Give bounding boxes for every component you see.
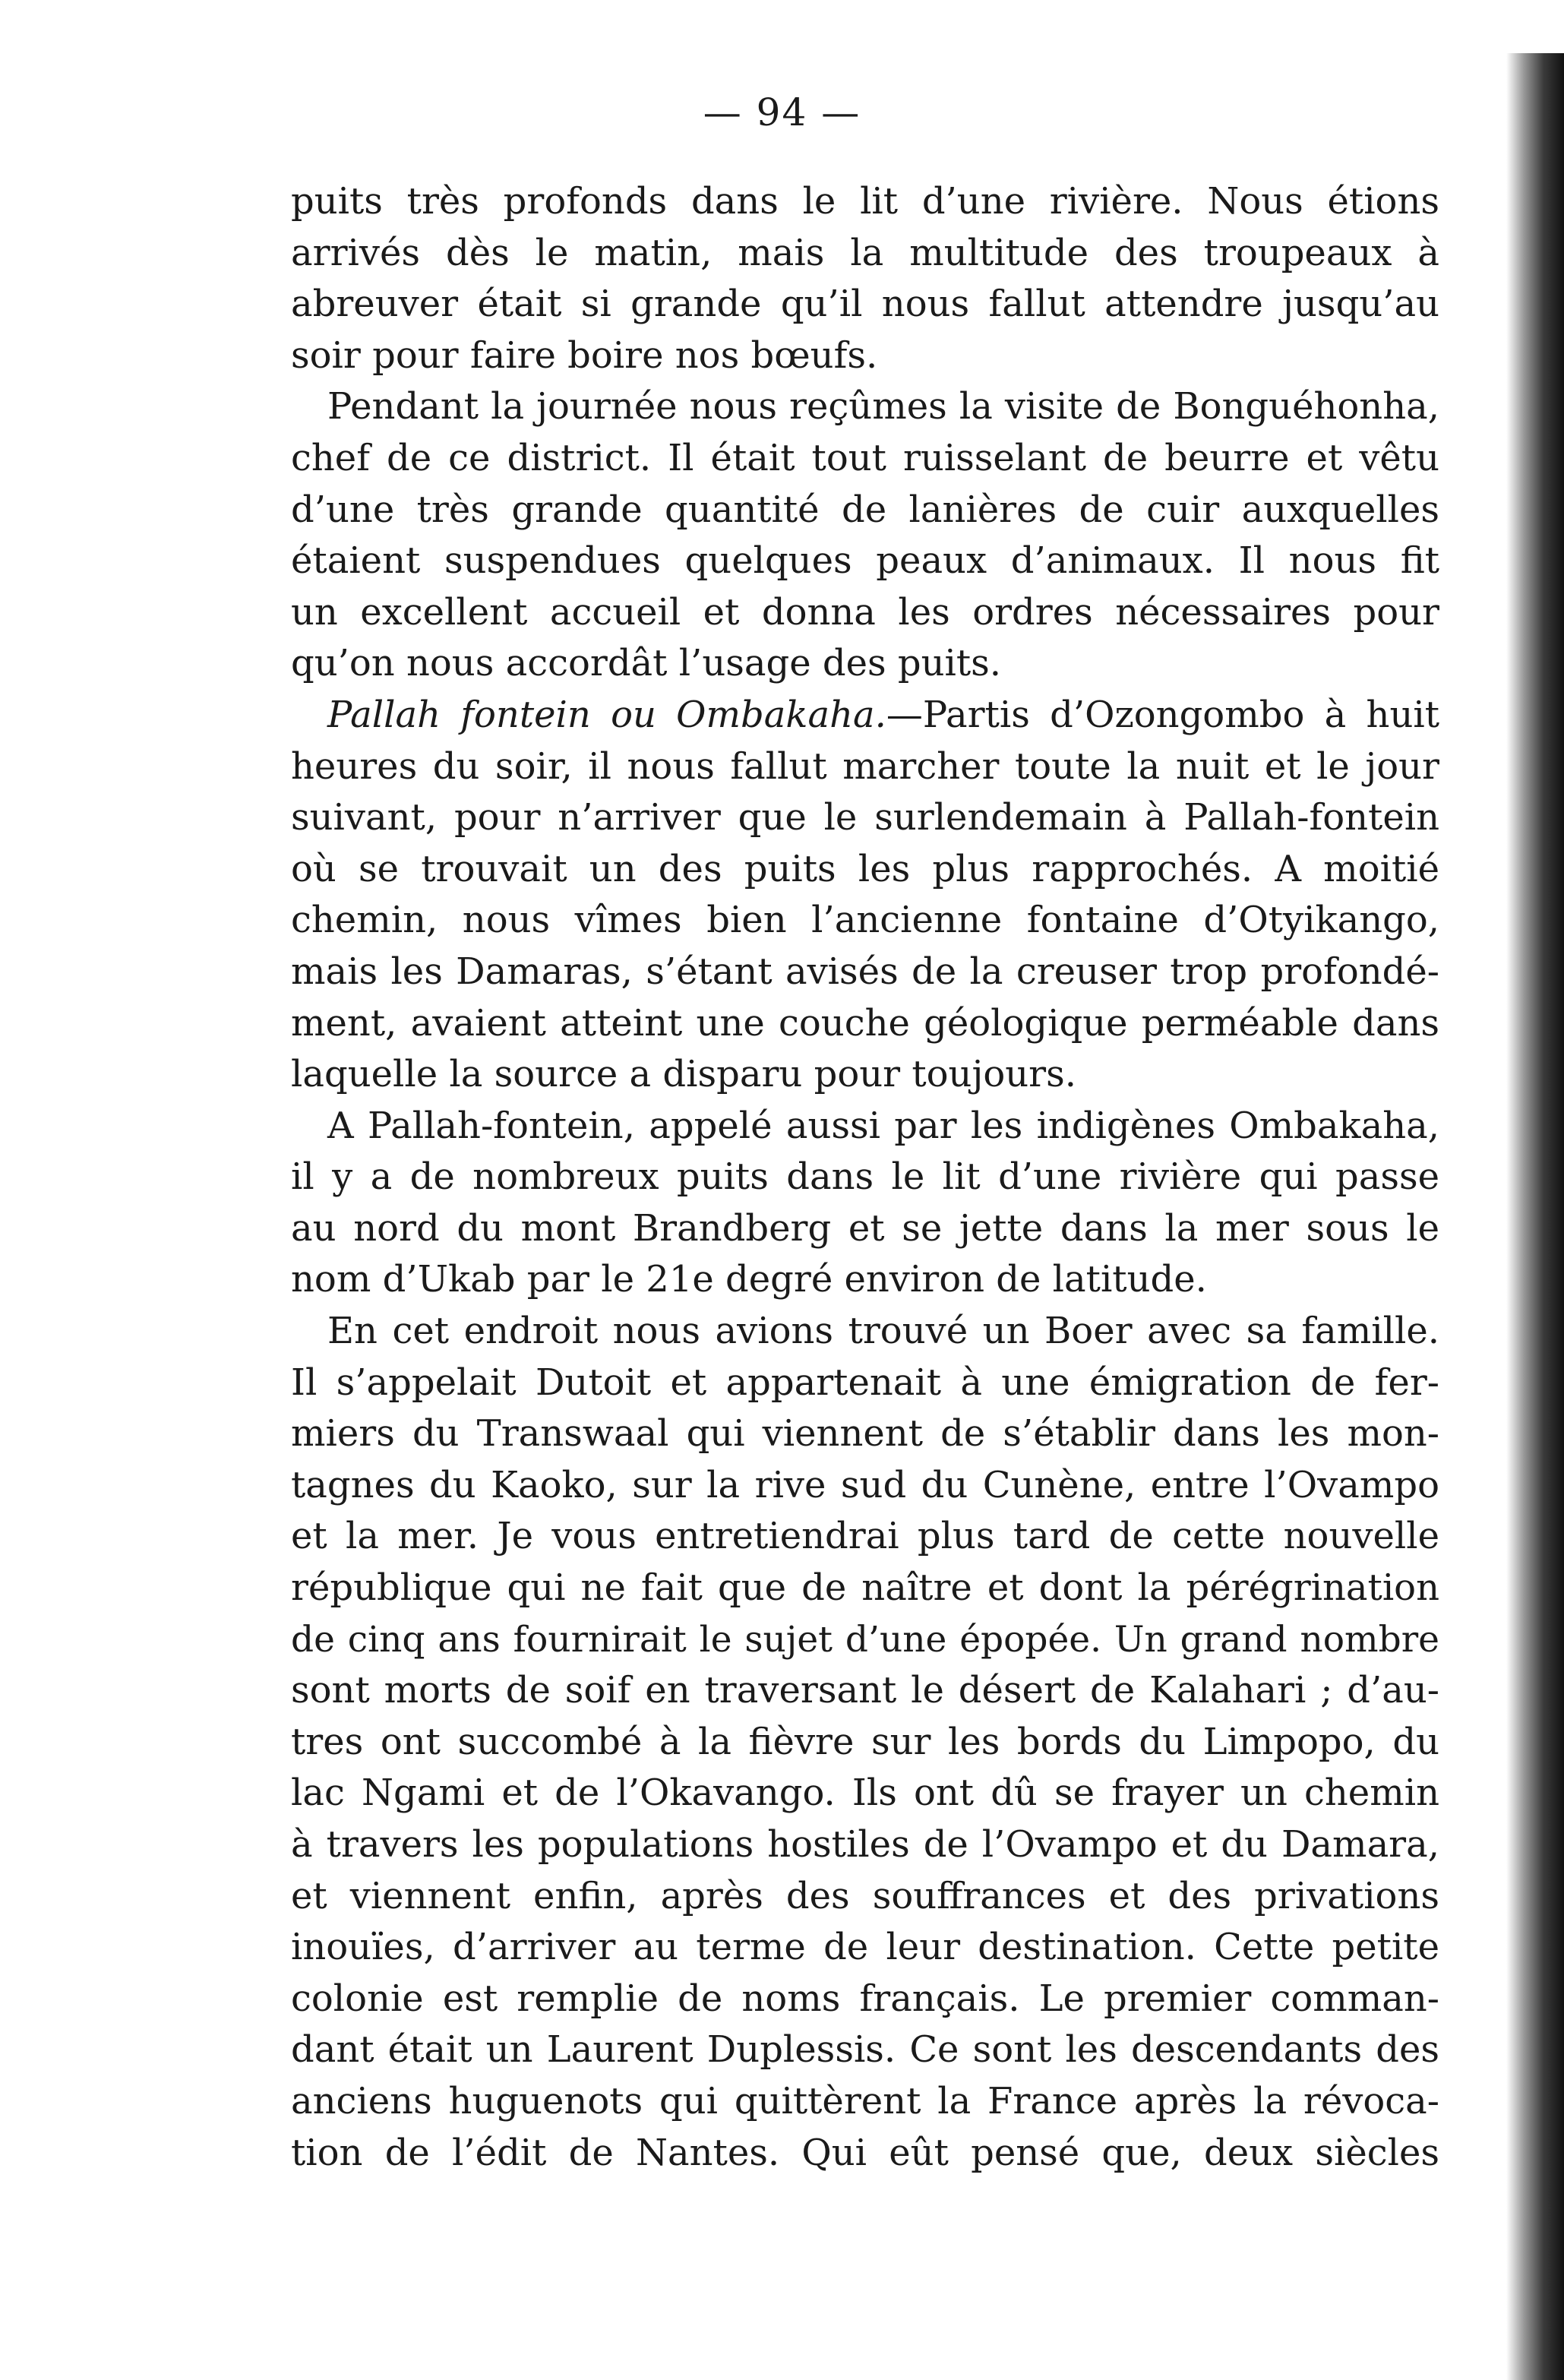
line-text: d’une très grande quantité de lanières de cuir auxquelles (291, 488, 1439, 531)
page-number: — 94 — (703, 90, 861, 134)
text-line (291, 433, 1439, 485)
text-line (291, 1152, 1439, 1203)
text-line (291, 1871, 1439, 1923)
line-text: En cet endroit nous avions trouvé un Boer avec sa famille. (327, 1310, 1439, 1353)
line-text: A Pallah-fontein, appelé aussi par les indigènes Ombakaha, (327, 1104, 1439, 1147)
line-text: —Partis d’Ozongombo à huit (886, 693, 1439, 736)
text-line (291, 1306, 1439, 1358)
line-text: inouïes, d’arriver au terme de leur destination. Cette petite (291, 1926, 1439, 1969)
text-line (291, 2128, 1439, 2179)
text-line (291, 228, 1439, 280)
line-text: où se trouvait un des puits les plus rapprochés. A moitié (291, 847, 1439, 890)
text-line (291, 1358, 1439, 1409)
line-text: abreuver était si grande qu’il nous fallut attendre jusqu’au (291, 283, 1439, 326)
line-text: Pendant la journée nous reçûmes la visite de Bonguéhonha, (327, 385, 1439, 428)
text-line (291, 1511, 1439, 1563)
text-line (291, 638, 1439, 690)
text-line (291, 1460, 1439, 1512)
text-line (291, 1614, 1439, 1666)
text-line (291, 1819, 1439, 1871)
text-line (291, 1049, 1439, 1101)
text-line (291, 741, 1439, 793)
line-text: Il s’appelait Dutoit et appartenait à une émigration de fer- (291, 1361, 1439, 1404)
line-text: arrivés dès le matin, mais la multitude des troupeaux à (291, 231, 1439, 274)
line-text: un excellent accueil et donna les ordres nécessaires pour (291, 590, 1439, 634)
text-line (291, 587, 1439, 639)
text-line (291, 381, 1439, 433)
line-text: dant était un Laurent Duplessis. Ce sont les descendants des (291, 2028, 1439, 2072)
line-text: colonie est remplie de noms français. Le premier comman- (291, 1977, 1439, 2020)
line-text: mais les Damaras, s’étant avisés de la creuser trop profondé- (291, 950, 1439, 993)
line-text: au nord du mont Brandberg et se jette dans la mer sous le (291, 1206, 1439, 1250)
section-heading-italic: Pallah fontein ou Ombakaha. (327, 693, 886, 736)
text-line (291, 330, 1439, 382)
line-text: suivant, pour n’arriver que le surlendemain à Pallah-fontein (291, 796, 1439, 839)
text-line (291, 279, 1439, 330)
line-text: tion de l’édit de Nantes. Qui eût pensé que, deux siècles (291, 2131, 1439, 2174)
line-text: soir pour faire boire nos bœufs. (291, 333, 878, 377)
line-text: république qui ne fait que de naître et dont la pérégrination (291, 1566, 1439, 1610)
line-text: et viennent enfin, après des souffrances et des privations (291, 1874, 1439, 1917)
text-line (291, 1563, 1439, 1614)
text-line (291, 1768, 1439, 1819)
text-line (291, 1717, 1439, 1768)
text-line (291, 485, 1439, 536)
line-text: lac Ngami et de l’Okavango. Ils ont dû se frayer un chemin (291, 1772, 1439, 1815)
text-line (291, 844, 1439, 896)
line-text: miers du Transwaal qui viennent de s’établir dans les mon- (291, 1412, 1439, 1455)
text-line (291, 1974, 1439, 2025)
line-text: étaient suspendues quelques peaux d’animaux. Il nous fit (291, 539, 1439, 583)
line-text: tagnes du Kaoko, sur la rive sud du Cunène, entre l’Ovampo (291, 1463, 1439, 1506)
text-line (291, 1101, 1439, 1152)
text-line (291, 1665, 1439, 1717)
text-line (291, 998, 1439, 1050)
line-text: chemin, nous vîmes bien l’ancienne fontaine d’Otyikango, (291, 899, 1439, 942)
line-text: et la mer. Je vous entretiendrai plus tard de cette nouvelle (291, 1515, 1439, 1558)
text-line (291, 1408, 1439, 1460)
line-text: tres ont succombé à la fièvre sur les bords du Limpopo, du (291, 1720, 1439, 1763)
scan-edge-shadow (1506, 53, 1564, 2380)
line-text: nom d’Ukab par le 21e degré environ de latitude. (291, 1258, 1207, 1301)
text-line (291, 690, 1439, 741)
line-text: de cinq ans fournirait le sujet d’une épopée. Un grand nombre (291, 1618, 1439, 1661)
line-text: puits très profonds dans le lit d’une rivière. Nous étions (291, 180, 1439, 223)
line-text: à travers les populations hostiles de l’Ovampo et du Damara, (291, 1823, 1439, 1866)
line-text: sont morts de soif en traversant le désert de Kalahari ; d’au- (291, 1669, 1439, 1712)
text-line (291, 947, 1439, 998)
text-line (291, 1254, 1439, 1306)
line-text: anciens huguenots qui quittèrent la France après la révoca- (291, 2079, 1439, 2122)
line-text: heures du soir, il nous fallut marcher toute la nuit et le jour (291, 744, 1439, 788)
text-line (291, 2024, 1439, 2076)
line-text: ment, avaient atteint une couche géologique perméable dans (291, 1001, 1439, 1045)
text-line (291, 2076, 1439, 2128)
text-line (291, 1203, 1439, 1255)
text-line (291, 792, 1439, 844)
text-line (291, 536, 1439, 587)
line-text: qu’on nous accordât l’usage des puits. (291, 642, 1002, 685)
line-text: chef de ce district. Il était tout ruisselant de beurre et vêtu (291, 436, 1439, 479)
line-text: il y a de nombreux puits dans le lit d’une rivière qui passe (291, 1155, 1439, 1199)
text-line (291, 895, 1439, 947)
text-line (291, 176, 1439, 228)
body-text (291, 176, 1439, 2179)
text-line (291, 1922, 1439, 1974)
line-text: laquelle la source a disparu pour toujours. (291, 1053, 1076, 1096)
